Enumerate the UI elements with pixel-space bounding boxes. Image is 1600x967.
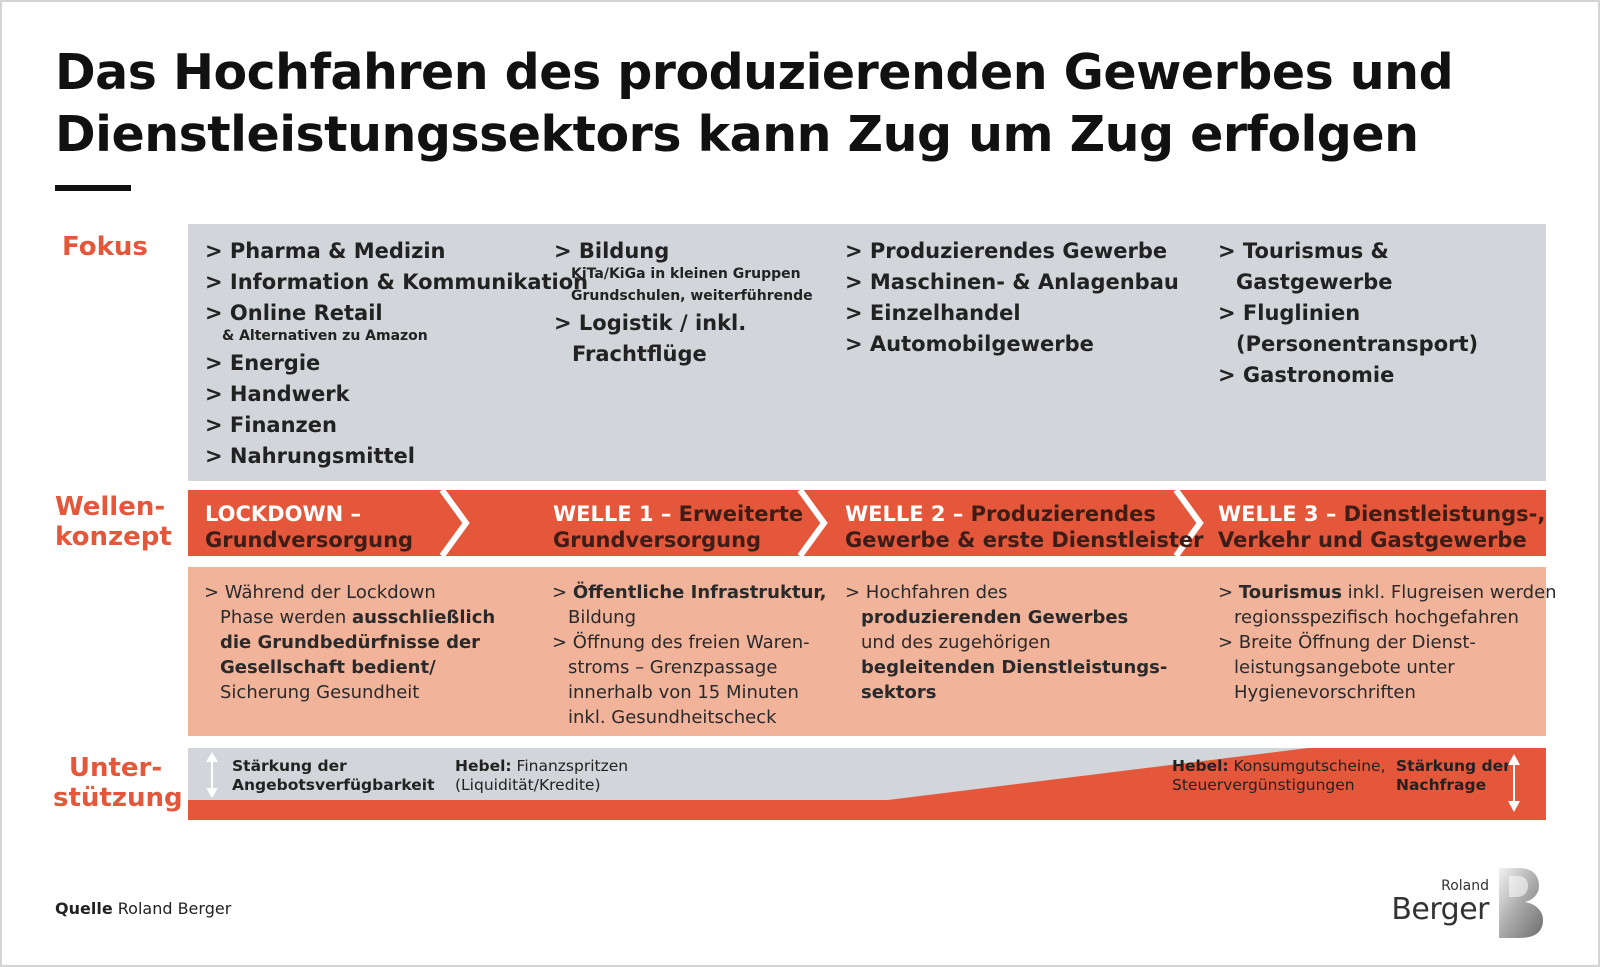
focus-item: > Online Retail bbox=[205, 301, 383, 325]
focus-item: > Automobilgewerbe bbox=[845, 332, 1094, 356]
description-column-3 bbox=[845, 580, 1167, 705]
description-bold: produzierenden Gewerbes bbox=[861, 607, 1129, 628]
description-line: innerhalb von 15 Minuten bbox=[568, 682, 799, 703]
wave-subtitle: Grundversorgung bbox=[553, 528, 762, 552]
description-line: > Während der Lockdown bbox=[204, 582, 436, 603]
focus-item: > Nahrungsmittel bbox=[205, 444, 415, 468]
focus-subitem: Grundschulen, weiterführende bbox=[571, 288, 813, 304]
source-label: Quelle bbox=[55, 899, 113, 918]
focus-item-continuation: (Personentransport) bbox=[1236, 332, 1479, 356]
title-underline bbox=[55, 185, 131, 191]
row-label-unter-line1: Unter- bbox=[68, 753, 163, 783]
support-right-label-line1: Stärkung der bbox=[1396, 757, 1511, 775]
hebel-label: Hebel: bbox=[1172, 757, 1229, 775]
source-note bbox=[55, 899, 231, 918]
support-hebel-right bbox=[1172, 757, 1386, 795]
focus-column-3 bbox=[845, 236, 1179, 360]
description-bold: Öffentliche Infrastruktur, bbox=[572, 582, 827, 603]
focus-item: > Pharma & Medizin bbox=[205, 239, 446, 263]
description-column-2 bbox=[552, 580, 826, 730]
up-down-arrow-icon bbox=[205, 752, 219, 798]
logo-text-berger: Berger bbox=[1391, 892, 1489, 927]
description-text: > bbox=[552, 582, 573, 603]
description-line: Bildung bbox=[568, 607, 637, 628]
description-bold: Tourismus bbox=[1238, 582, 1342, 603]
focus-item: > Gastronomie bbox=[1218, 363, 1395, 387]
description-line bbox=[204, 630, 495, 655]
description-line: leistungsangebote unter bbox=[1234, 657, 1455, 678]
focus-subitem: & Alternativen zu Amazon bbox=[222, 328, 428, 344]
focus-item: > Information & Kommunikation bbox=[205, 270, 589, 294]
description-line: inkl. Gesundheitscheck bbox=[568, 707, 777, 728]
focus-item: > Energie bbox=[205, 351, 321, 375]
wave-subtitle: Grundversorgung bbox=[205, 528, 414, 552]
page-title bbox=[55, 42, 1455, 166]
title-line-2: Dienstleistungssektors kann Zug um Zug erfolgen bbox=[55, 106, 1419, 163]
source-value: Roland Berger bbox=[112, 899, 232, 918]
roland-berger-logo bbox=[1391, 866, 1545, 942]
title-line-1: Das Hochfahren des produzierenden Gewerbes und bbox=[55, 44, 1454, 101]
focus-item: > Maschinen- & Anlagenbau bbox=[845, 270, 1179, 294]
focus-column-2 bbox=[554, 236, 813, 370]
description-bold: die Grundbedürfnisse der bbox=[220, 632, 481, 653]
description-line: regionsspezifisch hochgefahren bbox=[1234, 607, 1519, 628]
wave-lead: WELLE 3 – bbox=[1218, 502, 1337, 526]
focus-column-1 bbox=[205, 236, 588, 472]
row-label-wellen-line1: Wellen- bbox=[55, 492, 166, 522]
focus-item-continuation: Frachtflüge bbox=[572, 342, 707, 366]
focus-item: > Fluglinien bbox=[1218, 301, 1361, 325]
logo-b-mark-icon bbox=[1495, 866, 1545, 940]
wave-2 bbox=[845, 501, 1204, 553]
focus-column-4 bbox=[1218, 236, 1478, 391]
focus-item-continuation: Gastgewerbe bbox=[1236, 270, 1393, 294]
focus-item: > Tourismus & bbox=[1218, 239, 1389, 263]
support-left-label bbox=[232, 757, 434, 795]
description-bold: sektors bbox=[861, 682, 937, 703]
wave-lockdown bbox=[205, 501, 413, 553]
focus-item: > Produzierendes Gewerbe bbox=[845, 239, 1168, 263]
logo-text-roland: Roland bbox=[1441, 878, 1489, 894]
wave-1 bbox=[553, 501, 803, 553]
focus-subitem: KiTa/KiGa in kleinen Gruppen bbox=[571, 266, 801, 282]
wave-subtitle: Verkehr und Gastgewerbe bbox=[1218, 528, 1527, 552]
hebel-text: Steuervergünstigungen bbox=[1172, 776, 1355, 794]
row-label-wellen-line2: konzept bbox=[55, 522, 172, 552]
description-line bbox=[845, 605, 1167, 630]
description-text: inkl. Flugreisen werden bbox=[1341, 582, 1557, 603]
description-line bbox=[204, 605, 495, 630]
description-line bbox=[845, 655, 1167, 680]
row-label-unter-line2: stützung bbox=[53, 783, 183, 813]
row-label-wellenkonzept bbox=[55, 492, 172, 552]
wave-subtitle: Gewerbe & erste Dienstleister bbox=[845, 528, 1204, 552]
description-line: > Breite Öffnung der Dienst- bbox=[1218, 632, 1476, 653]
support-hebel-left bbox=[455, 757, 628, 795]
description-line bbox=[552, 580, 826, 605]
wave-lead: WELLE 1 – bbox=[553, 502, 672, 526]
focus-item: > Finanzen bbox=[205, 413, 337, 437]
hebel-text: Finanzspritzen bbox=[511, 757, 629, 775]
support-left-label-line2: Angebotsverfügbarkeit bbox=[232, 776, 435, 794]
wave-rest: Dienstleistungs-, bbox=[1336, 502, 1546, 526]
description-line: Sicherung Gesundheit bbox=[220, 682, 420, 703]
description-bold: ausschließlich bbox=[351, 607, 496, 628]
hebel-label: Hebel: bbox=[455, 757, 512, 775]
support-left-label-line1: Stärkung der bbox=[232, 757, 347, 775]
description-text: > bbox=[1218, 582, 1239, 603]
description-line: > Hochfahren des bbox=[845, 582, 1008, 603]
description-column-1 bbox=[204, 580, 495, 705]
wave-lead: LOCKDOWN – bbox=[205, 502, 362, 526]
description-line: > Öffnung des freien Waren- bbox=[552, 632, 810, 653]
description-bold: begleitenden Dienstleistungs- bbox=[861, 657, 1168, 678]
wave-rest: Erweiterte bbox=[671, 502, 804, 526]
description-text: Phase werden bbox=[220, 607, 352, 628]
support-right-label bbox=[1396, 757, 1511, 795]
description-line bbox=[845, 680, 1167, 705]
hebel-text: (Liquidität/Kredite) bbox=[455, 776, 601, 794]
description-line: Hygienevorschriften bbox=[1234, 682, 1416, 703]
description-line: und des zugehörigen bbox=[861, 632, 1051, 653]
description-line bbox=[204, 655, 495, 680]
wave-lead: WELLE 2 – bbox=[845, 502, 964, 526]
focus-item: > Bildung bbox=[554, 239, 670, 263]
focus-item: > Logistik / inkl. bbox=[554, 311, 747, 335]
up-down-arrow-icon bbox=[1507, 754, 1521, 812]
focus-item: > Einzelhandel bbox=[845, 301, 1021, 325]
wave-rest: Produzierendes bbox=[963, 502, 1156, 526]
description-bold: Gesellschaft bedient/ bbox=[220, 657, 436, 678]
description-line bbox=[1218, 580, 1557, 605]
hebel-text: Konsumgutscheine, bbox=[1228, 757, 1386, 775]
focus-item: > Handwerk bbox=[205, 382, 350, 406]
description-line: stroms – Grenzpassage bbox=[568, 657, 778, 678]
wave-3 bbox=[1218, 501, 1545, 553]
description-column-4 bbox=[1218, 580, 1557, 705]
support-right-label-line2: Nachfrage bbox=[1396, 776, 1487, 794]
row-label-fokus: Fokus bbox=[62, 232, 148, 262]
row-label-unterstuetzung bbox=[53, 753, 183, 813]
